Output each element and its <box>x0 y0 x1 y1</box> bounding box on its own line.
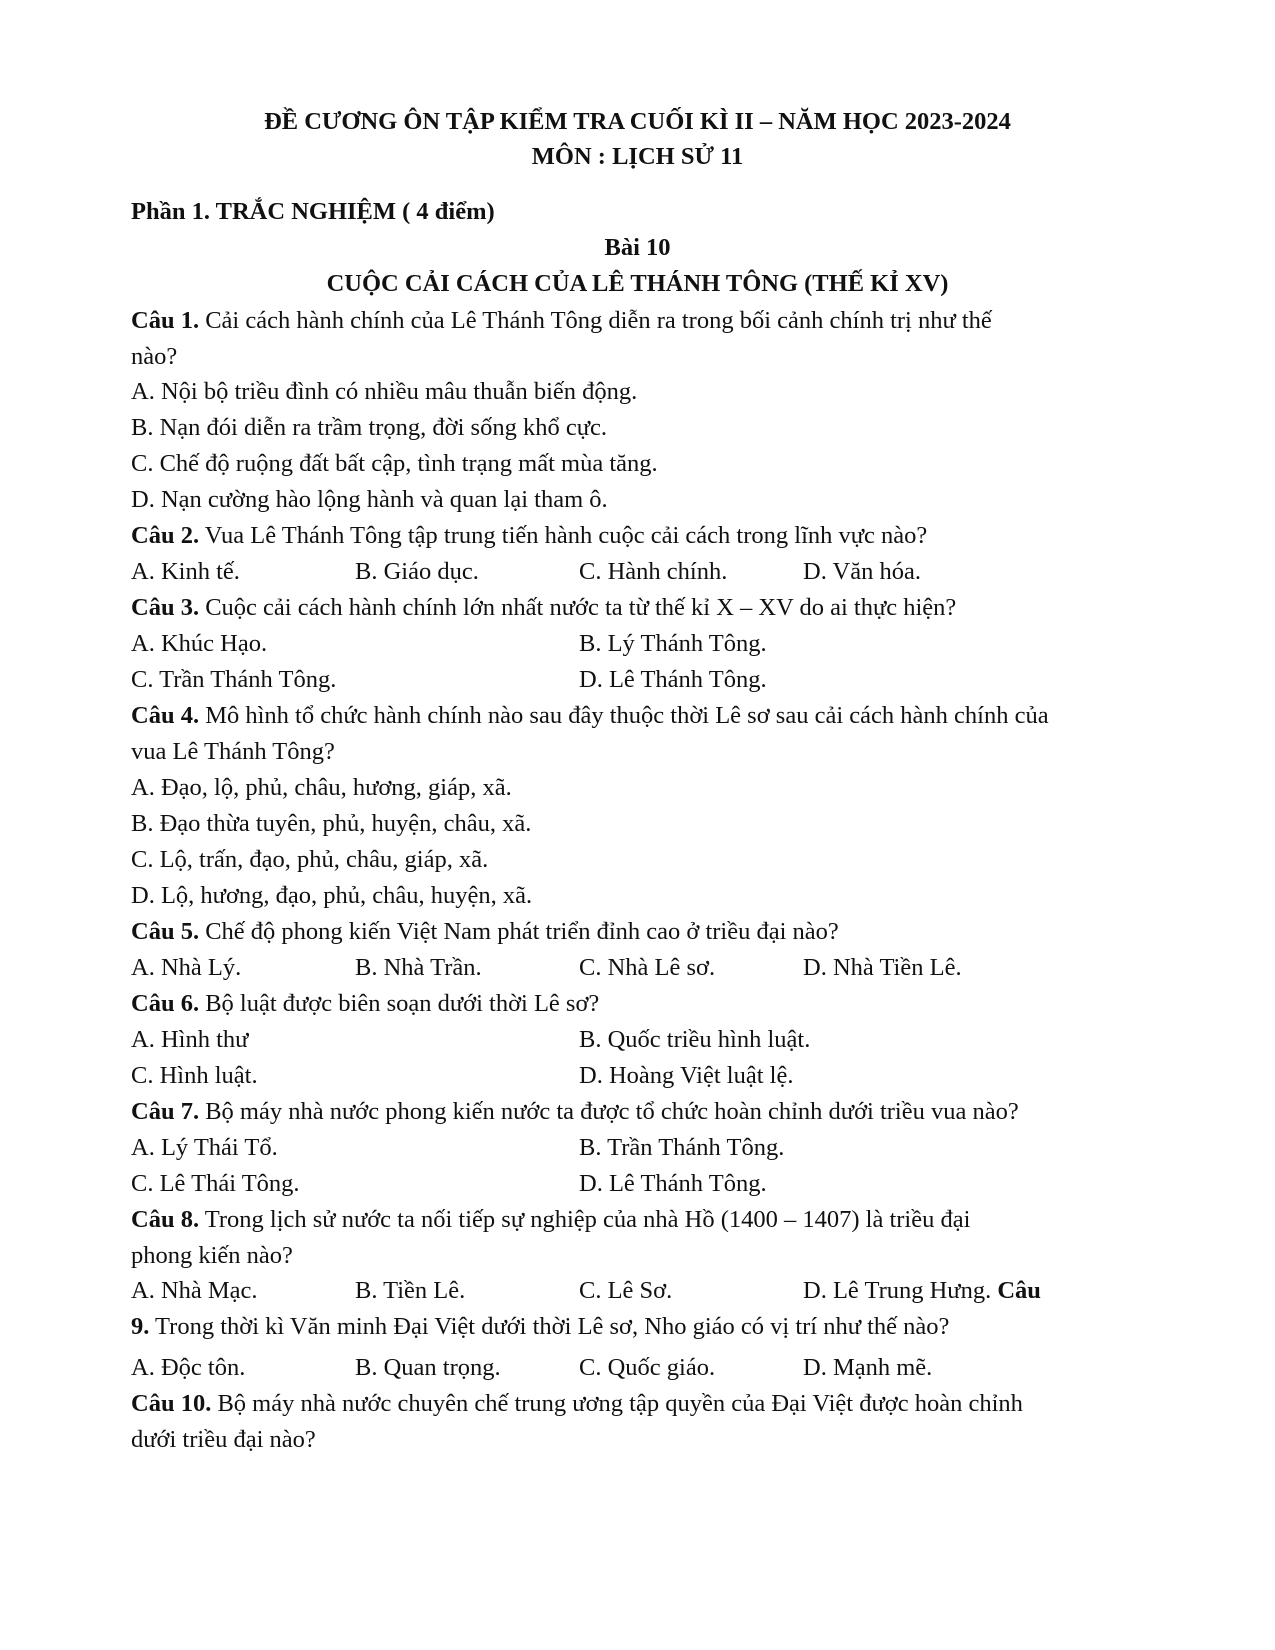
question-9-option-c: C. Quốc giáo. <box>579 1354 716 1381</box>
question-8-cont: phong kiến nào? <box>131 1242 293 1269</box>
question-text: Bộ máy nhà nước phong kiến nước ta được tổ chức hoàn chỉnh dưới triều vua nào? <box>199 1098 1019 1125</box>
question-2-option-a: A. Kinh tế. <box>131 558 240 585</box>
question-label: Câu 3. <box>131 594 200 621</box>
question-2 <box>131 524 927 549</box>
question-label: Câu 8. <box>131 1206 200 1233</box>
question-9-option-b: B. Quan trọng. <box>355 1354 501 1381</box>
question-5-option-d: D. Nhà Tiền Lê. <box>803 954 962 981</box>
question-4-option-c: C. Lộ, trấn, đạo, phủ, châu, giáp, xã. <box>131 846 489 873</box>
question-3-option-b: B. Lý Thánh Tông. <box>579 630 767 657</box>
question-5 <box>131 920 839 945</box>
lesson-number: Bài 10 <box>604 234 671 261</box>
question-label: Câu 4. <box>131 702 200 729</box>
question-text: Bộ máy nhà nước chuyên chế trung ương tập quyền của Đại Việt được hoàn chỉnh <box>211 1390 1023 1417</box>
question-7-option-d: D. Lê Thánh Tông. <box>579 1170 767 1197</box>
question-8-option-d <box>803 1279 1041 1304</box>
part-heading: Phần 1. TRẮC NGHIỆM ( 4 điểm) <box>131 198 495 225</box>
question-3-option-d: D. Lê Thánh Tông. <box>579 666 767 693</box>
question-1-option-b: B. Nạn đói diễn ra trầm trọng, đời sống khổ cực. <box>131 414 607 441</box>
question-text: Cải cách hành chính của Lê Thánh Tông diễn ra trong bối cảnh chính trị như thế <box>199 307 992 334</box>
question-text: Mô hình tổ chức hành chính nào sau đây thuộc thời Lê sơ sau cải cách hành chính của <box>199 702 1049 729</box>
lesson-title: CUỘC CẢI CÁCH CỦA LÊ THÁNH TÔNG (THẾ KỈ XV) <box>326 270 949 297</box>
question-label: Câu 10. <box>131 1390 212 1417</box>
question-6-option-a: A. Hình thư <box>131 1026 249 1053</box>
question-label: Câu 1. <box>131 307 200 334</box>
question-4-cont: vua Lê Thánh Tông? <box>131 738 335 765</box>
question-text: Cuộc cải cách hành chính lớn nhất nước ta từ thế kỉ X – XV do ai thực hiện? <box>199 594 957 621</box>
question-1-option-c: C. Chế độ ruộng đất bất cập, tình trạng mất mùa tăng. <box>131 450 658 477</box>
subject-line: MÔN : LỊCH SỬ 11 <box>531 143 744 170</box>
question-4-option-b: B. Đạo thừa tuyên, phủ, huyện, châu, xã. <box>131 810 532 837</box>
question-3-option-a: A. Khúc Hạo. <box>131 630 268 657</box>
question-5-option-a: A. Nhà Lý. <box>131 954 242 981</box>
question-8-option-b: B. Tiền Lê. <box>355 1277 466 1304</box>
question-text: Bộ luật được biên soạn dưới thời Lê sơ? <box>199 990 600 1017</box>
question-text: Trong lịch sử nước ta nối tiếp sự nghiệp của nhà Hồ (1400 – 1407) là triều đại <box>199 1206 971 1233</box>
question-4 <box>131 704 1049 729</box>
question-3-option-c: C. Trần Thánh Tông. <box>131 666 337 693</box>
question-2-option-b: B. Giáo dục. <box>355 558 479 585</box>
question-8-option-c: C. Lê Sơ. <box>579 1277 673 1304</box>
question-text: Trong thời kì Văn minh Đại Việt dưới thời Lê sơ, Nho giáo có vị trí như thế nào? <box>149 1313 950 1340</box>
question-6-option-c: C. Hình luật. <box>131 1062 258 1089</box>
document-title: ĐỀ CƯƠNG ÔN TẬP KIỂM TRA CUỐI KÌ II – NĂM HỌC 2023-2024 <box>264 108 1011 135</box>
question-9-option-d: D. Mạnh mẽ. <box>803 1354 933 1381</box>
question-1-cont: nào? <box>131 343 178 370</box>
question-2-option-c: C. Hành chính. <box>579 558 728 585</box>
option-text: D. Lê Trung Hưng. <box>803 1277 998 1304</box>
question-7-option-b: B. Trần Thánh Tông. <box>579 1134 785 1161</box>
question-9-option-a: A. Độc tôn. <box>131 1354 246 1381</box>
question-label: 9. <box>131 1313 150 1340</box>
question-9-label-start: Câu <box>997 1277 1041 1304</box>
question-label: Câu 5. <box>131 918 200 945</box>
question-7-option-c: C. Lê Thái Tông. <box>131 1170 300 1197</box>
question-4-option-d: D. Lộ, hương, đạo, phủ, châu, huyện, xã. <box>131 882 533 909</box>
question-8 <box>131 1208 970 1233</box>
question-6 <box>131 992 599 1017</box>
question-4-option-a: A. Đạo, lộ, phủ, châu, hương, giáp, xã. <box>131 774 512 801</box>
question-6-option-d: D. Hoàng Việt luật lệ. <box>579 1062 794 1089</box>
question-1-option-d: D. Nạn cường hào lộng hành và quan lại tham ô. <box>131 486 608 513</box>
question-9 <box>131 1315 949 1340</box>
question-8-option-a: A. Nhà Mạc. <box>131 1277 258 1304</box>
question-label: Câu 6. <box>131 990 200 1017</box>
question-7 <box>131 1100 1019 1125</box>
question-text: Chế độ phong kiến Việt Nam phát triển đỉnh cao ở triều đại nào? <box>199 918 839 945</box>
question-2-option-d: D. Văn hóa. <box>803 558 921 585</box>
question-label: Câu 7. <box>131 1098 200 1125</box>
question-5-option-c: C. Nhà Lê sơ. <box>579 954 716 981</box>
question-1-option-a: A. Nội bộ triều đình có nhiều mâu thuẫn biến động. <box>131 378 638 405</box>
question-label: Câu 2. <box>131 522 200 549</box>
question-text: Vua Lê Thánh Tông tập trung tiến hành cuộc cải cách trong lĩnh vực nào? <box>199 522 928 549</box>
question-5-option-b: B. Nhà Trần. <box>355 954 482 981</box>
question-10 <box>131 1392 1023 1417</box>
question-3 <box>131 596 956 621</box>
question-10-cont: dưới triều đại nào? <box>131 1426 316 1453</box>
question-1 <box>131 309 992 334</box>
question-7-option-a: A. Lý Thái Tổ. <box>131 1134 278 1161</box>
question-6-option-b: B. Quốc triều hình luật. <box>579 1026 811 1053</box>
